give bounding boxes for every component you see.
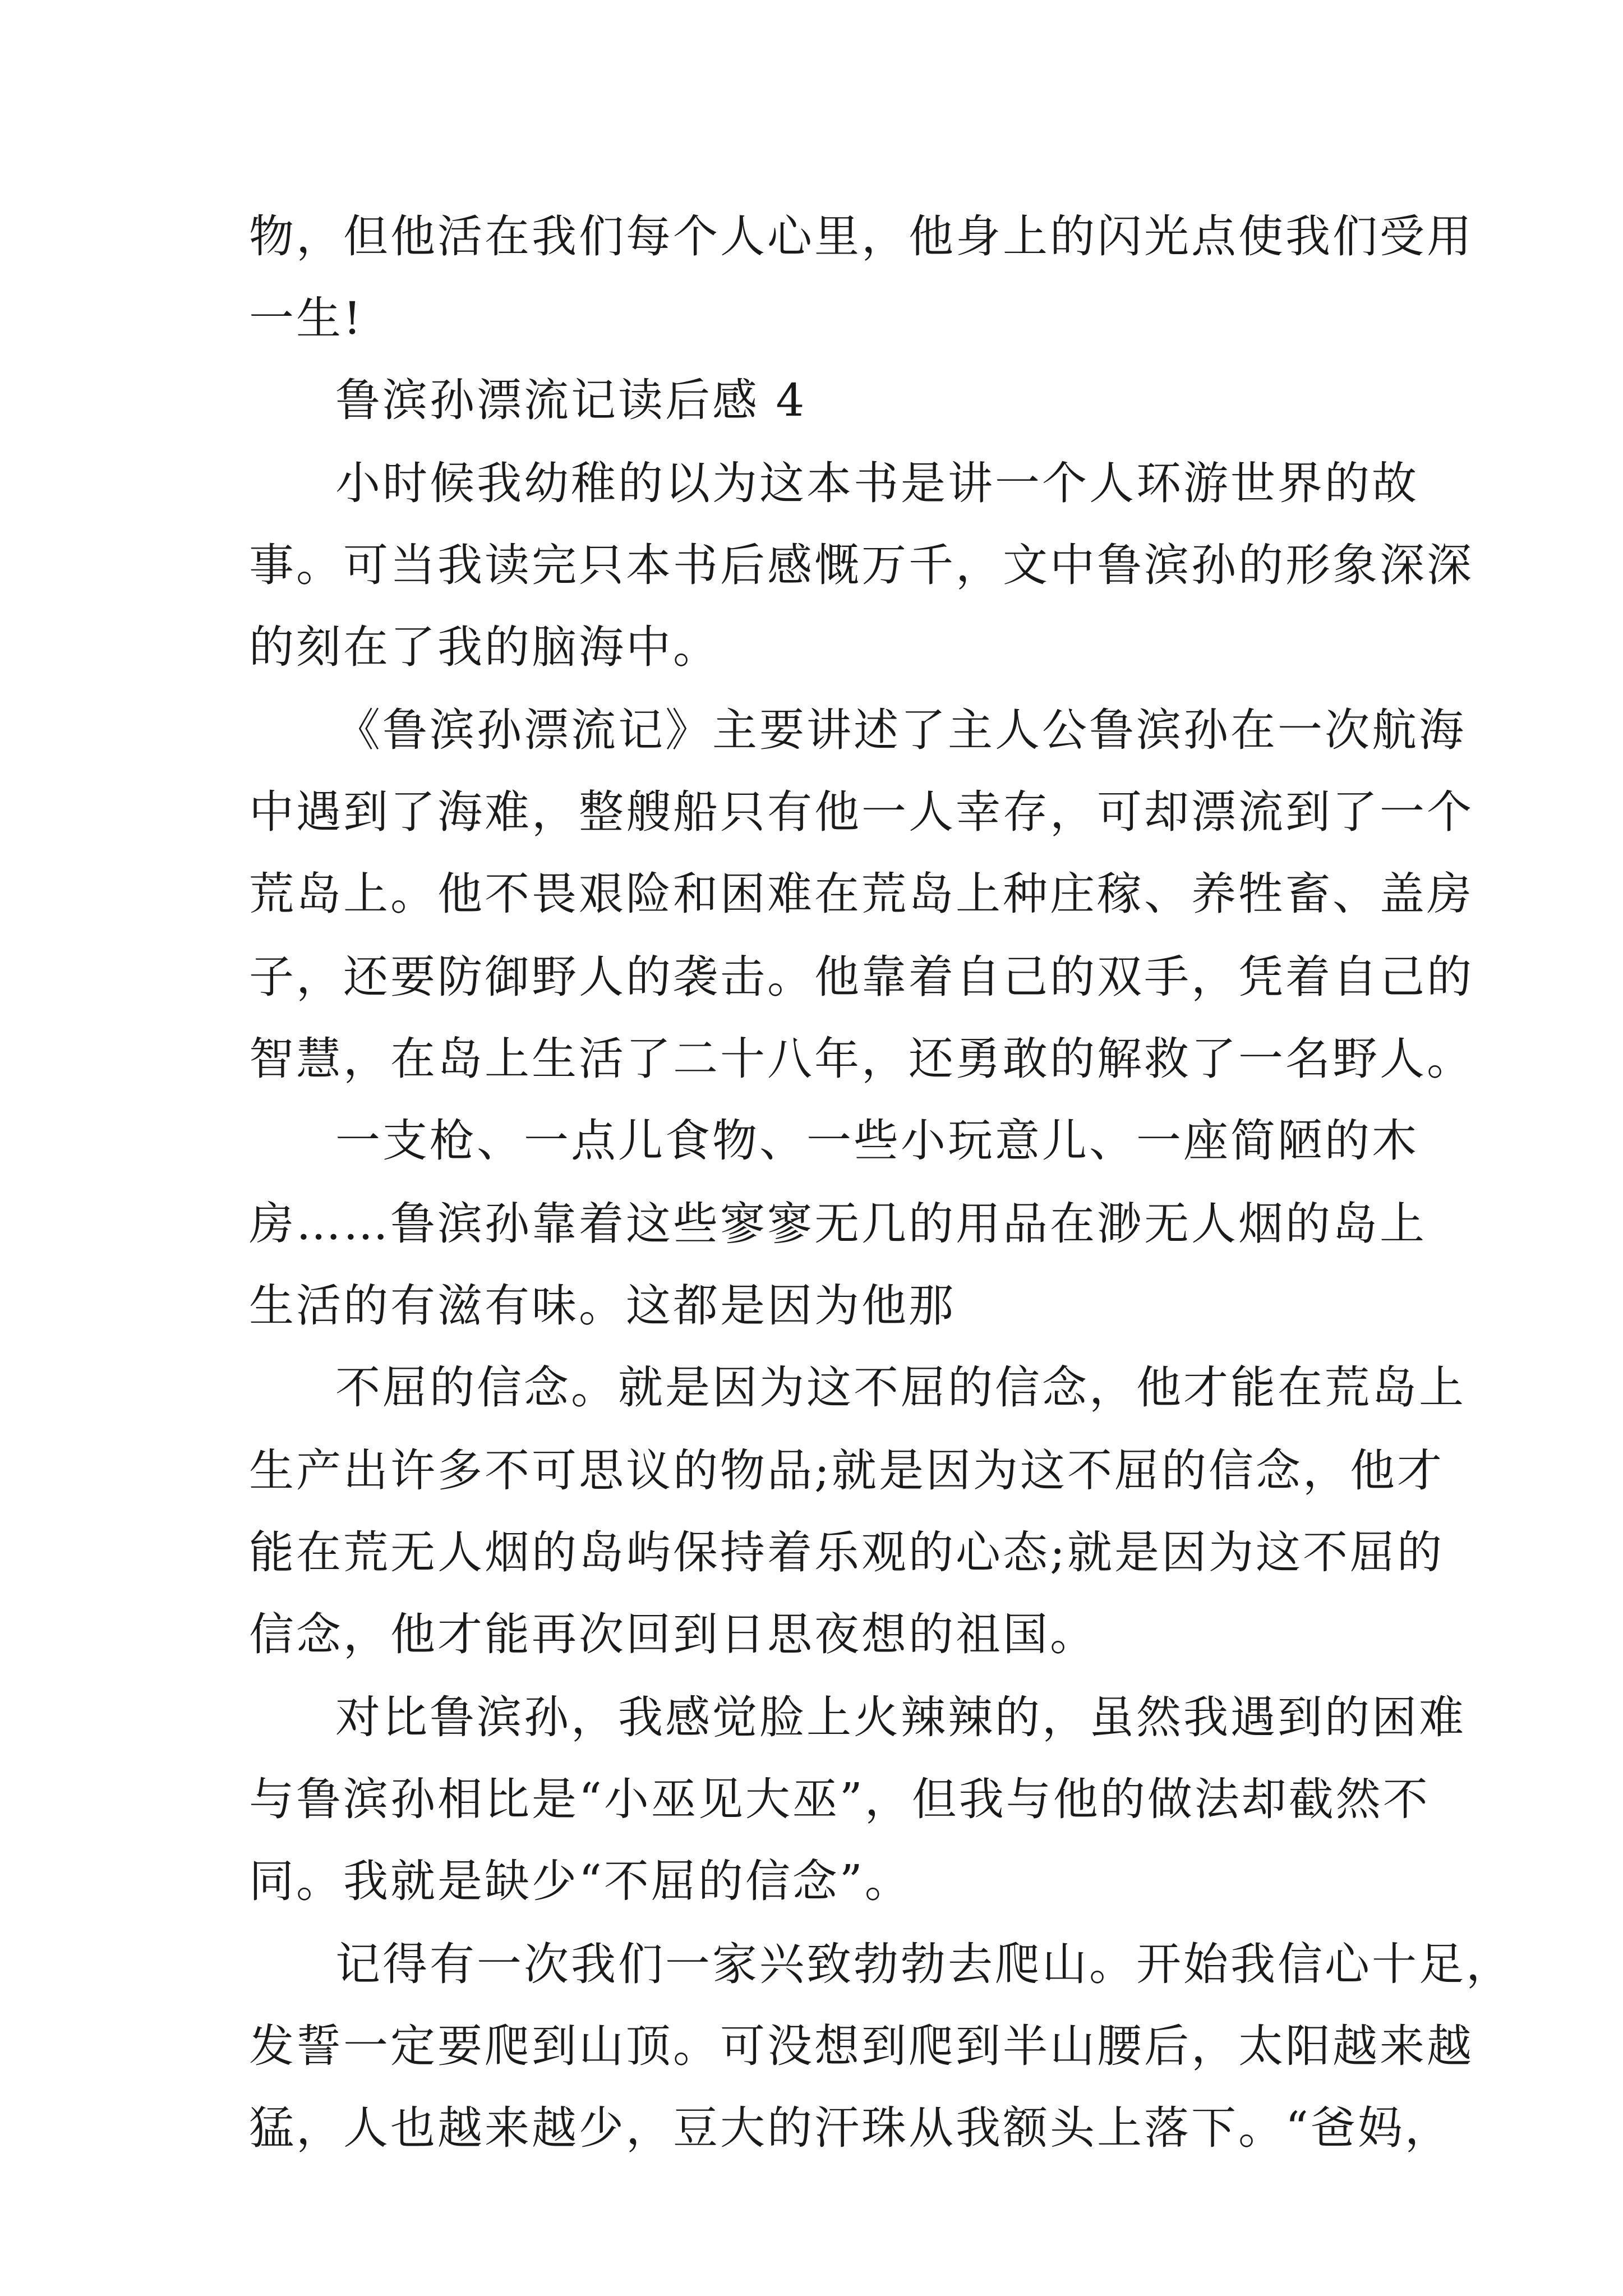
text-line: 的刻在了我的脑海中。 — [249, 621, 720, 673]
text-line: 荒岛上。他不畏艰险和困难在荒岛上种庄稼、养牲畜、盖房 — [249, 868, 1474, 920]
text-line: 与鲁滨孙相比是“小巫见大巫”，但我与他的做法却截然不 — [249, 1773, 1430, 1825]
text-line: 子，还要防御野人的袭击。他靠着自己的双手，凭着自己的 — [249, 951, 1474, 1003]
text-line: 房……鲁滨孙靠着这些寥寥无几的用品在渺无人烟的岛上 — [249, 1198, 1427, 1250]
text-line: 对比鲁滨孙，我感觉脸上火辣辣的，虽然我遇到的困难 — [335, 1691, 1466, 1743]
text-line: 能在荒无人烟的岛屿保持着乐观的心态;就是因为这不屈的 — [249, 1526, 1444, 1579]
text-line: 记得有一次我们一家兴致勃勃去爬山。开始我信心十足， — [335, 1938, 1513, 1990]
text-line: 发誓一定要爬到山顶。可没想到爬到半山腰后，太阳越来越 — [249, 2020, 1474, 2072]
text-line: 信念，他才能再次回到日思夜想的祖国。 — [249, 1608, 1097, 1660]
text-line: 智慧，在岛上生活了二十八年，还勇敢的解救了一名野人。 — [249, 1033, 1474, 1085]
text-line: 《鲁滨孙漂流记》主要讲述了主人公鲁滨孙在一次航海 — [335, 704, 1466, 756]
text-line: 中遇到了海难，整艘船只有他一人幸存，可却漂流到了一个 — [249, 786, 1474, 838]
text-line: 生活的有滋有味。这都是因为他那 — [249, 1280, 956, 1332]
text-line: 一支枪、一点儿食物、一些小玩意儿、一座简陋的木 — [335, 1115, 1419, 1167]
text-line: 生产出许多不可思议的物品;就是因为这不屈的信念，他才 — [249, 1444, 1444, 1497]
text-line: 一生! — [249, 292, 364, 344]
text-line: 事。可当我读完只本书后感慨万千，文中鲁滨孙的形象深深 — [249, 539, 1474, 591]
text-line: 小时候我幼稚的以为这本书是讲一个人环游世界的故 — [335, 457, 1419, 509]
text-line: 物，但他活在我们每个人心里，他身上的闪光点使我们受用 — [249, 210, 1474, 263]
text-line: 猛，人也越来越少，豆大的汗珠从我额头上落下。“爸妈， — [249, 2102, 1452, 2154]
text-line: 不屈的信念。就是因为这不屈的信念，他才能在荒岛上 — [335, 1361, 1466, 1414]
text-line: 同。我就是缺少“不屈的信念”。 — [249, 1855, 912, 1907]
section-title: 鲁滨孙漂流记读后感 4 — [335, 374, 807, 426]
